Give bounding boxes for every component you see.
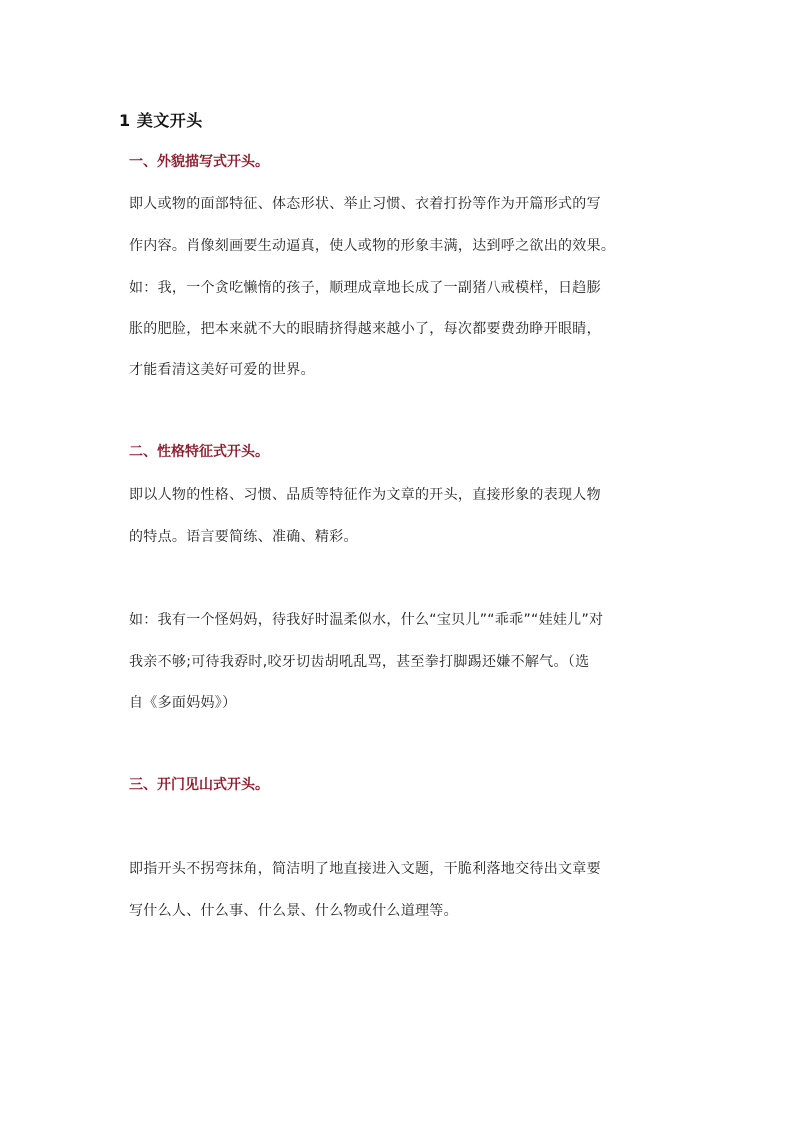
paragraph-line: 即人或物的面部特征、体态形状、举止习惯、衣着打扮等作为开篇形式的写 (129, 196, 601, 212)
paragraph-line: 作内容。肖像刻画要生动逼真，使人或物的形象丰满，达到呼之欲出的效果。 (129, 238, 616, 254)
paragraph-line: 如：我，一个贪吃懒惰的孩子，顺理成章地长成了一副猪八戒模样，日趋膨 (129, 280, 601, 296)
paragraph-line: 写什么人、什么事、什么景、什么物或什么道理等。 (129, 903, 458, 919)
paragraph-line: 胀的肥脸，把本来就不大的眼睛挤得越来越小了，每次都要费劲睁开眼睛， (129, 321, 601, 337)
paragraph-line: 的特点。语言要简练、准确、精彩。 (129, 529, 358, 545)
paragraph-line: 才能看清这美好可爱的世界。 (129, 362, 315, 378)
paragraph-line: 即指开头不拐弯抹角，简洁明了地直接进入文题，干脆利落地交待出文章要 (129, 861, 601, 877)
section-heading-direct: 三、开门见山式开头。 (129, 777, 269, 793)
section-heading-appearance: 一、外貌描写式开头。 (129, 154, 269, 170)
document-title: 1 美文开头 (119, 111, 203, 130)
section-heading-personality: 二、性格特征式开头。 (129, 444, 269, 460)
example-line: 如：我有一个怪妈妈，待我好时温柔似水，什么“宝贝儿”“乖乖”“娃娃儿”对 (129, 612, 604, 628)
paragraph-line: 即以人物的性格、习惯、品质等特征作为文章的开头，直接形象的表现人物 (129, 487, 601, 503)
example-line: 我亲不够;可待我孬时,咬牙切齿胡吼乱骂，甚至拳打脚踢还嫌不解气。（选 (129, 654, 590, 670)
example-line: 自《多面妈妈》） (129, 695, 237, 711)
